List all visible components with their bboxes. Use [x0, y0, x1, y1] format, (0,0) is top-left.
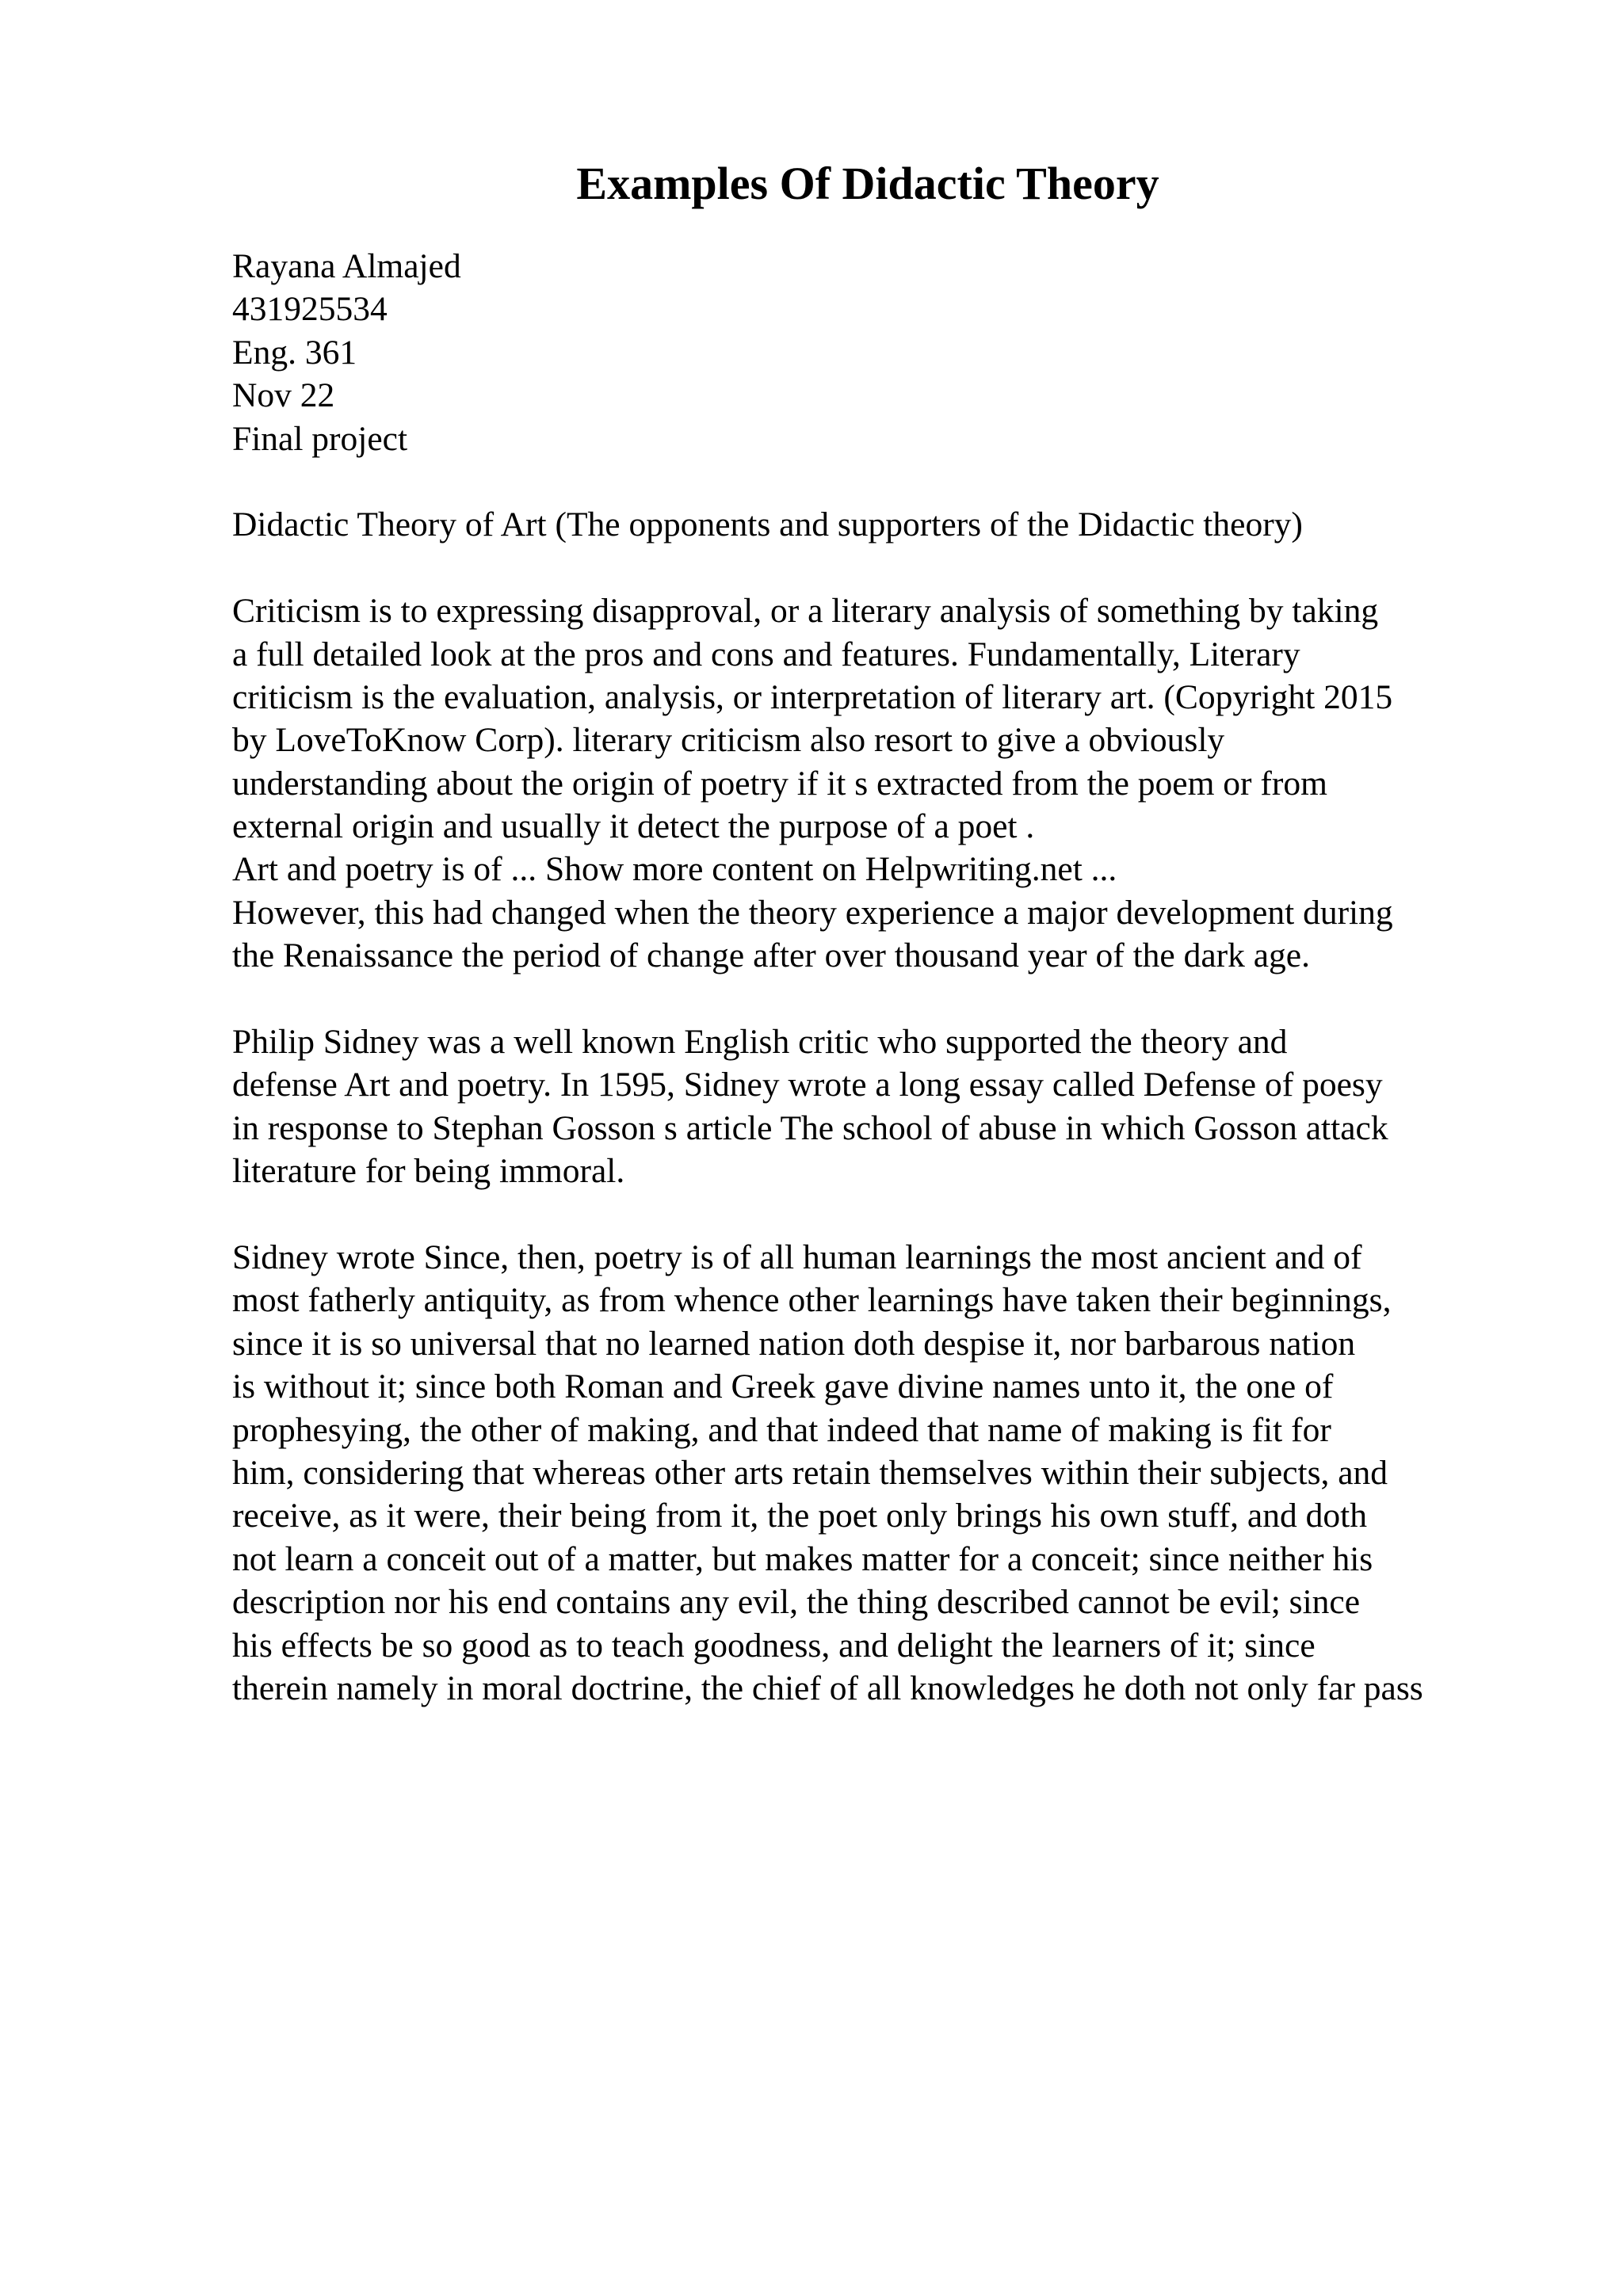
header-block — [232, 245, 1623, 460]
paragraph-line: the Renaissance the period of change after over thousand year of the dark age. — [232, 936, 1310, 975]
paragraph-line: Sidney wrote Since, then, poetry is of all human learnings the most ancient and of — [232, 1238, 1362, 1276]
document-body — [232, 245, 1623, 1710]
paragraph-line: him, considering that whereas other arts retain themselves within their subjects, and — [232, 1453, 1388, 1492]
paragraph-line: most fatherly antiquity, as from whence other learnings have taken their beginnings, — [232, 1281, 1392, 1320]
paragraph-line: defense Art and poetry. In 1595, Sidney wrote a long essay called Defense of poesy — [232, 1066, 1383, 1104]
paragraph-line: understanding about the origin of poetry if it s extracted from the poem or from — [232, 764, 1327, 803]
course-code: Eng. 361 — [232, 333, 357, 372]
paragraph-line: receive, as it were, their being from it, the poet only brings his own stuff, and doth — [232, 1497, 1367, 1535]
spacer — [232, 547, 1623, 589]
paragraph-line: external origin and usually it detect the purpose of a poet . — [232, 807, 1035, 846]
paragraph-line: therein namely in moral doctrine, the chief of all knowledges he doth not only far pass — [232, 1669, 1423, 1707]
paragraph-line: However, this had changed when the theory experience a major development during — [232, 893, 1393, 932]
paragraph-line: Art and poetry is of ... Show more content on Helpwriting.net ... — [232, 850, 1117, 889]
paragraph-line: is without it; since both Roman and Greek gave divine names unto it, the one of — [232, 1367, 1334, 1406]
paragraph-2 — [232, 1020, 1623, 1193]
document-title: Examples Of Didactic Theory — [576, 158, 1159, 209]
paragraph-line: criticism is the evaluation, analysis, or interpretation of literary art. (Copyright 2015 — [232, 677, 1393, 716]
paragraph-line: since it is so universal that no learned nation doth despise it, nor barbarous nation — [232, 1324, 1356, 1363]
paragraph-line: description nor his end contains any evil, the thing described cannot be evil; since — [232, 1583, 1361, 1622]
paragraph-1 — [232, 589, 1623, 978]
paragraph-line: literature for being immoral. — [232, 1152, 625, 1191]
paragraph-line: not learn a conceit out of a matter, but makes matter for a conceit; since neither his — [232, 1539, 1373, 1578]
spacer — [232, 978, 1623, 1020]
paragraph-line: in response to Stephan Gosson s article The school of abuse in which Gosson attack — [232, 1108, 1388, 1147]
author-name: Rayana Almajed — [232, 247, 461, 285]
date: Nov 22 — [232, 376, 335, 415]
paragraph-line: Philip Sidney was a well known English critic who supported the theory and — [232, 1023, 1288, 1062]
assignment-name: Final project — [232, 419, 408, 458]
paragraph-3 — [232, 1236, 1623, 1710]
paragraph-line: a full detailed look at the pros and cons and features. Fundamentally, Literary — [232, 635, 1300, 673]
subtitle: Didactic Theory of Art (The opponents and supporters of the Didactic theory) — [232, 505, 1303, 544]
student-id: 431925534 — [232, 290, 388, 329]
spacer — [232, 1193, 1623, 1236]
paragraph-line: his effects be so good as to teach goodness, and delight the learners of it; since — [232, 1626, 1316, 1665]
spacer — [232, 460, 1623, 503]
paragraph-line: by LoveToKnow Corp). literary criticism also resort to give a obviously — [232, 721, 1225, 760]
paragraph-line: prophesying, the other of making, and that indeed that name of making is fit for — [232, 1410, 1331, 1449]
paragraph-line: Criticism is to expressing disapproval, or a literary analysis of something by taking — [232, 592, 1379, 631]
